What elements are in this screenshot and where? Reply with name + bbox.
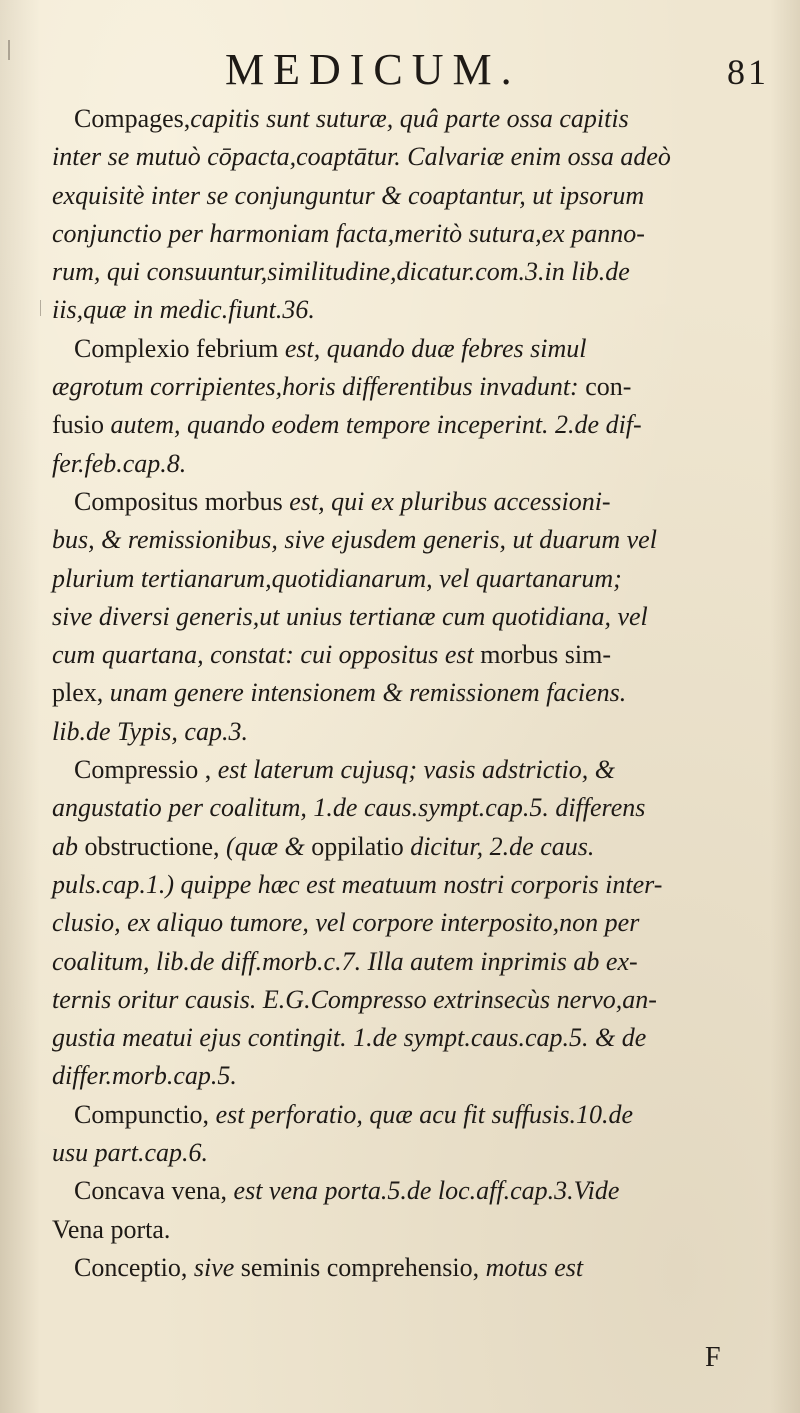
italic-segment: capitis sunt suturæ, quâ parte ossa capitis bbox=[190, 104, 629, 133]
text-line bbox=[52, 1249, 764, 1287]
text-line bbox=[52, 674, 764, 712]
italic-segment: est laterum cujusq; vasis adstrictio, & bbox=[217, 755, 615, 785]
text-line bbox=[52, 560, 764, 598]
text-line bbox=[52, 751, 764, 789]
italic-segment: coalitum, lib.de diff.morb.c.7. Illa autem inprimis ab ex- bbox=[52, 946, 638, 976]
text-line bbox=[52, 521, 764, 559]
italic-segment: exquisitè inter se conjunguntur & coaptantur, ut ipsorum bbox=[52, 180, 645, 210]
italic-segment: unam genere intensionem & remissionem faciens. bbox=[109, 678, 627, 708]
text-line bbox=[52, 713, 764, 751]
italic-segment: est, quando duæ febres simul bbox=[284, 333, 587, 363]
roman-segment: Compunctio, bbox=[74, 1099, 216, 1129]
italic-segment: puls.cap.1.) quippe hæc est meatuum nostri corporis inter- bbox=[52, 869, 663, 899]
text-line bbox=[52, 330, 764, 368]
italic-segment: est, qui ex pluribus accessioni- bbox=[289, 486, 611, 516]
italic-segment: usu part.cap.6. bbox=[52, 1138, 208, 1168]
margin-mark bbox=[8, 40, 10, 60]
text-line bbox=[52, 138, 764, 176]
roman-segment: Concava vena, bbox=[74, 1176, 234, 1206]
italic-segment: inter se mutuò cōpacta,coaptātur. Calvariæ enim ossa adeò bbox=[52, 142, 671, 172]
italic-segment: clusio, ex aliquo tumore, vel corpore interposito,non per bbox=[52, 908, 640, 938]
italic-segment: bus, & remissionibus, sive ejusdem generis, ut duarum vel bbox=[52, 525, 657, 555]
text-line bbox=[52, 866, 764, 904]
text-line bbox=[52, 1211, 764, 1249]
italic-segment: dicitur, 2.de caus. bbox=[410, 831, 595, 861]
page-number: 81 bbox=[727, 52, 769, 92]
italic-segment: sive bbox=[193, 1252, 241, 1282]
roman-segment: fusio bbox=[52, 410, 111, 440]
margin-mark bbox=[40, 300, 41, 316]
roman-segment: Vena porta. bbox=[52, 1214, 171, 1244]
text-line bbox=[52, 636, 764, 674]
italic-segment: cum quartana, constat: cui oppositus est bbox=[52, 640, 481, 670]
italic-segment: gustia meatui ejus contingit. 1.de sympt.caus.cap.5. & de bbox=[52, 1023, 647, 1053]
text-line bbox=[52, 1172, 764, 1210]
text-line bbox=[52, 406, 764, 444]
text-line bbox=[52, 1019, 764, 1057]
text-line bbox=[52, 253, 764, 291]
roman-segment: seminis comprehensio, bbox=[240, 1252, 486, 1282]
text-line bbox=[52, 943, 764, 981]
text-line bbox=[52, 368, 764, 406]
text-line bbox=[52, 981, 764, 1019]
text-line bbox=[52, 904, 764, 942]
running-head: MEDICUM. bbox=[225, 45, 521, 94]
roman-segment: Compositus morbus bbox=[74, 486, 290, 516]
roman-segment: Conceptio, bbox=[74, 1252, 194, 1282]
italic-segment: iis,quæ in medic.fiunt.36. bbox=[52, 295, 315, 325]
roman-segment: oppilatio bbox=[311, 831, 411, 861]
dictionary-text bbox=[52, 100, 764, 1287]
page-header bbox=[0, 40, 800, 100]
text-line bbox=[52, 1057, 764, 1095]
roman-segment: Compages, bbox=[74, 104, 191, 133]
text-line bbox=[52, 1134, 764, 1172]
roman-segment: morbus sim- bbox=[480, 640, 611, 670]
text-line bbox=[52, 483, 764, 521]
italic-segment: differ.morb.cap.5. bbox=[52, 1061, 237, 1091]
italic-segment: ægrotum corripientes,horis differentibus invadunt: bbox=[52, 372, 586, 402]
roman-segment: Complexio febrium bbox=[74, 333, 285, 363]
text-line bbox=[52, 177, 764, 215]
text-line bbox=[52, 598, 764, 636]
roman-segment: Compressio , bbox=[74, 755, 218, 785]
roman-segment: plex, bbox=[52, 678, 110, 708]
text-line bbox=[52, 291, 764, 329]
italic-segment: conjunctio per harmoniam facta,meritò sutura,ex panno- bbox=[52, 218, 645, 248]
italic-segment: autem, quando eodem tempore inceperint. 2.de dif- bbox=[110, 410, 642, 440]
text-line bbox=[52, 789, 764, 827]
text-line bbox=[52, 215, 764, 253]
text-line bbox=[52, 445, 764, 483]
catchword: F bbox=[705, 1342, 721, 1373]
text-line bbox=[52, 100, 764, 138]
italic-segment: motus est bbox=[485, 1252, 584, 1282]
italic-segment: angustatio per coalitum, 1.de caus.sympt.cap.5. differens bbox=[52, 793, 646, 823]
italic-segment: fer.feb.cap.8. bbox=[52, 448, 187, 478]
italic-segment: est vena porta.5.de loc.aff.cap.3.Vide bbox=[233, 1176, 620, 1206]
italic-segment: ternis oritur causis. E.G.Compresso extrinsecùs nervo,an- bbox=[52, 984, 657, 1014]
italic-segment: sive diversi generis,ut unius tertianæ cum quotidiana, vel bbox=[52, 601, 648, 631]
roman-segment: obstructione, bbox=[84, 831, 227, 861]
italic-segment: (quæ & bbox=[226, 831, 312, 861]
roman-segment: con- bbox=[585, 372, 632, 402]
text-line bbox=[52, 1096, 764, 1134]
italic-segment: ab bbox=[52, 831, 85, 861]
italic-segment: plurium tertianarum,quotidianarum, vel quartanarum; bbox=[52, 563, 622, 593]
italic-segment: rum, qui consuuntur,similitudine,dicatur.com.3.in lib.de bbox=[52, 257, 630, 287]
italic-segment: lib.de Typis, cap.3. bbox=[52, 716, 248, 746]
italic-segment: est perforatio, quæ acu fit suffusis.10.de bbox=[215, 1099, 634, 1129]
text-line bbox=[52, 828, 764, 866]
